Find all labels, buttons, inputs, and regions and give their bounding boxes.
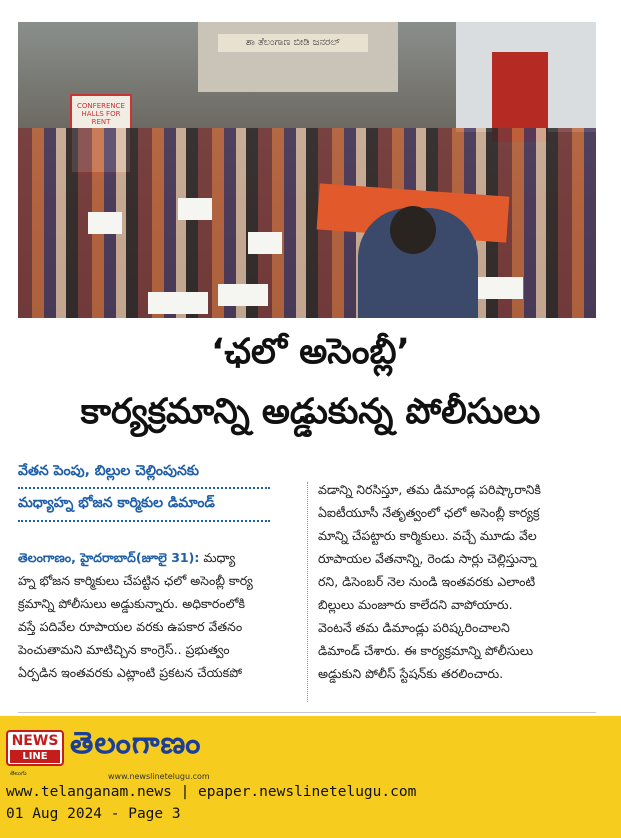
article-line: రని, డిసెంబర్ నెల నుండి ఇంతవరకు ఎలాంటి [318, 574, 536, 589]
photo-building [198, 22, 398, 92]
photo-man-head [390, 206, 436, 254]
footer-website-link[interactable]: www.newslinetelugu.com [108, 772, 210, 781]
article-line: రూపాయల వేతనాన్ని, రెండు సార్లు చెల్లిస్తున్నా [318, 551, 537, 566]
headline-line-1: ‘ఛలో అసెంబ్లీ’ [211, 332, 410, 372]
article-right-column [318, 478, 603, 685]
dateline: తెలంగాణం, హైదరాబాద్(జూలై 31): [18, 550, 200, 565]
logo-tagline: తెలుగు [10, 770, 27, 777]
photo-building-sign: ಶಾ ತೆಲಂಗಾಣ ಬೀಡಿ ಜನರಲ್ [218, 34, 368, 52]
column-divider [307, 482, 308, 702]
newsline-logo [6, 730, 64, 766]
article-line: పెంచుతామని మాటిచ్చిన కాంగ్రెస్.. ప్రభుత్వం [18, 642, 230, 657]
photo-placard [218, 284, 268, 306]
article-line: డిమాండ్ చేశారు. ఈ కార్యక్రమాన్ని పోలీసులు [318, 643, 534, 658]
article-line: వడాన్ని నిరసిస్తూ, తమ డిమాండ్ల పరిష్కారానికి [318, 482, 541, 497]
article-line: క్రమాన్ని పోలీసులు అడ్డుకున్నారు. అధికారంలోకి [18, 596, 246, 611]
article-line: ఏర్పడిన ఇంతవరకు ఎట్లాంటి ప్రకటన చేయకపో [18, 665, 242, 680]
article-text: మధ్యా [199, 550, 236, 565]
article-line: మాన్ని చేపట్టారు కార్మికులు. వచ్చే మూడు వేల [318, 528, 537, 543]
photo-placard [248, 232, 282, 254]
page-line: 01 Aug 2024 - Page 3 [6, 806, 181, 822]
news-photo [18, 22, 596, 318]
photo-placard [88, 212, 122, 234]
subheadline-1: వేతన పెంపు, బిల్లుల చెల్లింపునకు [18, 463, 199, 479]
subheadline-divider [18, 487, 270, 489]
subheadline-divider [18, 520, 270, 522]
article-line: వెంటనే తమ డిమాండ్లు పరిష్కరించాలని [318, 620, 510, 635]
article-line: ఏఐటీయూసీ నేతృత్వంలో ఛలో అసెంబ్లీ కార్యక్ర [318, 505, 540, 520]
subheadline-2: మధ్యాహ్న భోజన కార్మికుల డిమాండ్ [18, 495, 215, 511]
headline-line-2: కార్యక్రమాన్ని అడ్డుకున్న పోలీసులు [80, 392, 541, 432]
photo-poster: CONFERENCE HALLS FOR RENT [70, 94, 132, 174]
logo-line-text: LINE [10, 750, 60, 763]
source-line: www.telanganam.news | epaper.newslinetelugu.com [6, 784, 417, 800]
article-line: అడ్డుకుని పోలీస్ స్టేషన్‌కు తరలించారు. [318, 666, 504, 681]
article-line: హ్న భోజన కార్మికులు చేపట్టిన ఛలో అసెంబ్లీ కార్య [18, 573, 253, 588]
article-line [18, 546, 308, 569]
article-left-column [18, 546, 308, 684]
article-line: బిల్లులు మంజూరు కాలేదని వాపోయారు. [318, 597, 513, 612]
photo-placard [148, 292, 208, 314]
footer-divider [18, 712, 596, 713]
photo-placard [178, 198, 212, 220]
telanganam-logo: తెలంగాణం [70, 726, 202, 761]
article-line: వస్తే పదివేల రూపాయల వరకు ఉపకార వేతనం [18, 619, 243, 634]
logo-news-text: NEWS [11, 733, 59, 749]
